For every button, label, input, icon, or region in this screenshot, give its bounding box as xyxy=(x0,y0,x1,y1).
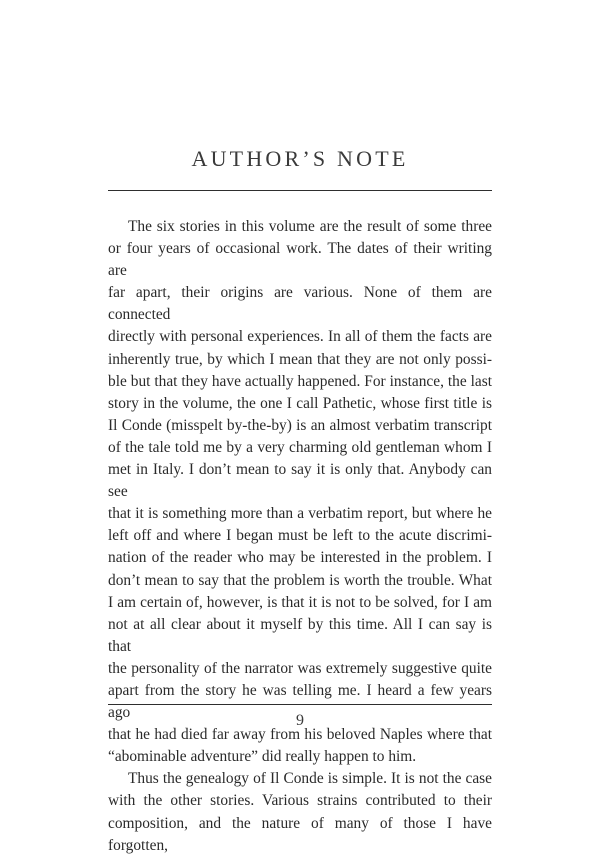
text-line: I am certain of, however, is that it is not to be solved, for I am xyxy=(108,593,492,611)
text-line: that it is something more than a verbatim report, but where he xyxy=(108,505,492,523)
text-line: nation of the reader who may be interested in the problem. I xyxy=(108,549,492,567)
page-title: AUTHOR’S NOTE xyxy=(191,146,409,171)
text-line: the personality of the narrator was extremely suggestive quite xyxy=(108,659,492,677)
text-line: Il Conde (misspelt by-the-by) is an almost verbatim transcript xyxy=(108,416,492,434)
text-line: “abominable adventure” did really happen to him. xyxy=(108,748,417,766)
page-number: 9 xyxy=(296,712,304,729)
text-line: that he had died far away from his beloved Naples where that xyxy=(108,726,492,744)
body-text xyxy=(108,216,492,857)
text-line: don’t mean to say that the problem is worth the trouble. What xyxy=(108,571,492,589)
text-line: apart from the story he was telling me. I heard a few years ago xyxy=(108,681,492,722)
text-line: not at all clear about it myself by this time. All I can say is that xyxy=(108,615,492,655)
text-line: composition, and the nature of many of those I have forgotten, xyxy=(108,814,492,854)
text-line: Thus the genealogy of Il Conde is simple. It is not the case xyxy=(128,770,492,788)
top-rule-divider xyxy=(108,190,492,191)
text-line: directly with personal experiences. In all of them the facts are xyxy=(108,328,492,346)
text-line: far apart, their origins are various. None of them are connected xyxy=(108,284,492,324)
text-line: of the tale told me by a very charming old gentleman whom I xyxy=(108,438,492,456)
text-line: met in Italy. I don’t mean to say it is only that. Anybody can see xyxy=(108,461,492,501)
text-line: The six stories in this volume are the result of some three xyxy=(128,218,492,235)
bottom-rule-divider xyxy=(108,704,492,705)
text-line: with the other stories. Various strains contributed to their xyxy=(108,792,492,810)
text-line: left off and where I began must be left to the acute discrimi- xyxy=(108,527,492,545)
text-line: story in the volume, the one I call Pathetic, whose first title is xyxy=(108,394,492,412)
text-line: or four years of occasional work. The dates of their writing are xyxy=(108,240,492,280)
text-line: inherently true, by which I mean that they are not only possi- xyxy=(108,350,492,368)
text-line: ble but that they have actually happened. For instance, the last xyxy=(108,372,492,390)
